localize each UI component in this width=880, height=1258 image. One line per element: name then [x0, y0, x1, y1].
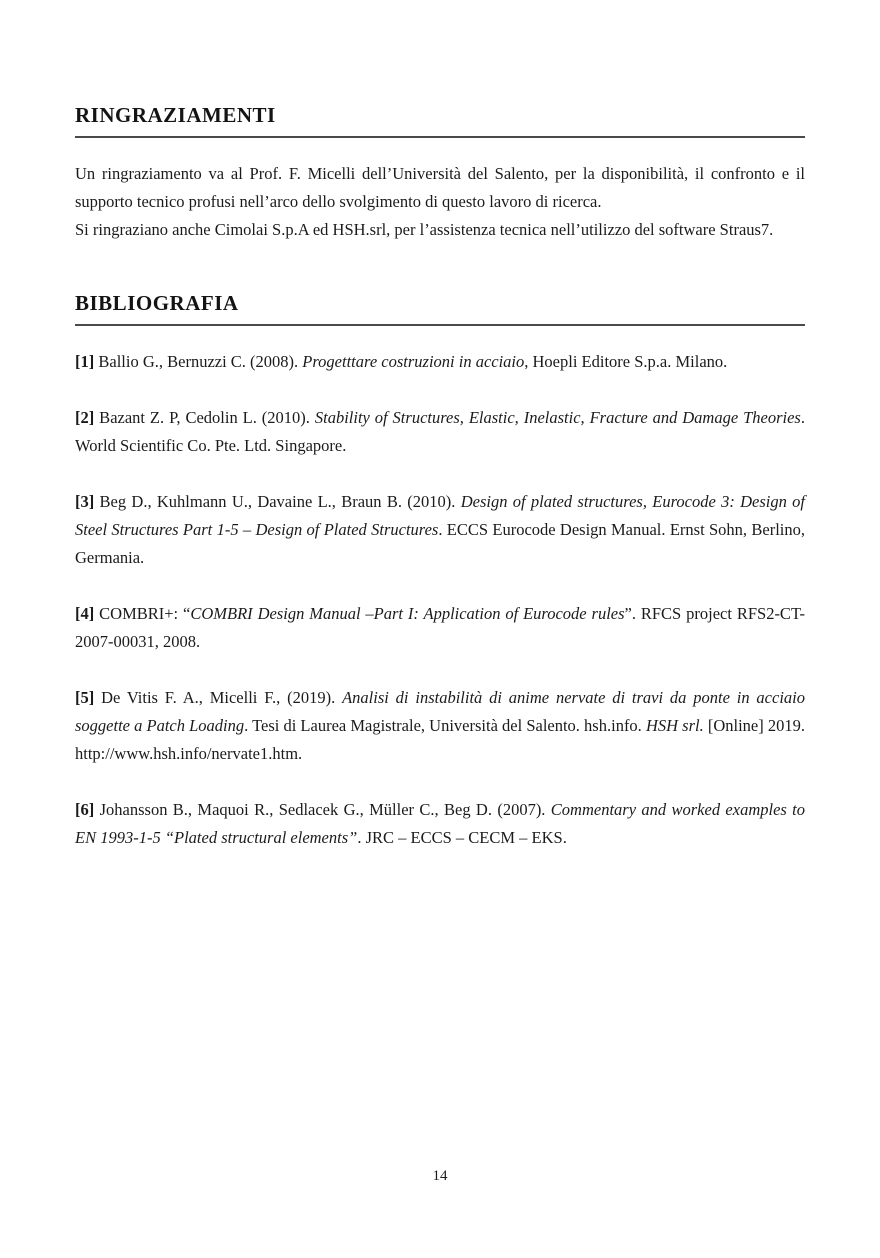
reference-item: [1] Ballio G., Bernuzzi C. (2008). Progetttare costruzioni in acciaio, Hoepli Editore S.p.a. Milano. — [75, 352, 728, 371]
section-bibliografia — [75, 290, 805, 852]
heading-rule — [75, 136, 805, 138]
reference-item: [2] Bazant Z. P, Cedolin L. (2010). Stability of Structures, Elastic, Inelastic, Fracture and Damage Theories. World Scientific Co. Pte. Ltd. Singapore. — [75, 408, 805, 455]
ack-paragraph: Si ringraziano anche Cimolai S.p.A ed HSH.srl, per l’assistenza tecnica nell’utilizzo del software Straus7. — [75, 220, 774, 239]
section-ringraziamenti — [75, 102, 805, 244]
ringraziamenti-text — [75, 160, 805, 244]
reference-item: [3] Beg D., Kuhlmann U., Davaine L., Braun B. (2010). Design of plated structures, Eurocode 3: Design of Steel Structures Part 1-5 – Design of Plated Structures. ECCS Eurocode Design Manual. Ernst Sohn, Berlino, Germania. — [75, 492, 805, 567]
reference-list — [75, 348, 805, 852]
bibliografia-heading: BIBLIOGRAFIA — [75, 291, 239, 315]
ringraziamenti-heading: RINGRAZIAMENTI — [75, 103, 276, 127]
reference-item: [5] De Vitis F. A., Micelli F., (2019). Analisi di instabilità di anime nervate di travi da ponte in acciaio soggette a Patch Loading. Tesi di Laurea Magistrale, Università del Salento. hsh.info. HSH srl. [Online] 2019. http://www.hsh.info/nervate1.htm. — [75, 688, 805, 763]
page-number: 14 — [432, 1168, 448, 1184]
heading-rule — [75, 324, 805, 326]
reference-item: [6] Johansson B., Maquoi R., Sedlacek G., Müller C., Beg D. (2007). Commentary and worked examples to EN 1993-1-5 “Plated structural elements”. JRC – ECCS – CECM – EKS. — [75, 800, 805, 847]
reference-item: [4] COMBRI+: “COMBRI Design Manual –Part I: Application of Eurocode rules”. RFCS project RFS2-CT-2007-00031, 2008. — [75, 604, 805, 651]
ack-paragraph: Un ringraziamento va al Prof. F. Micelli dell’Università del Salento, per la disponibilità, il confronto e il supporto tecnico profusi nell’arco dello svolgimento di questo lavoro di ricerca. — [75, 164, 805, 211]
